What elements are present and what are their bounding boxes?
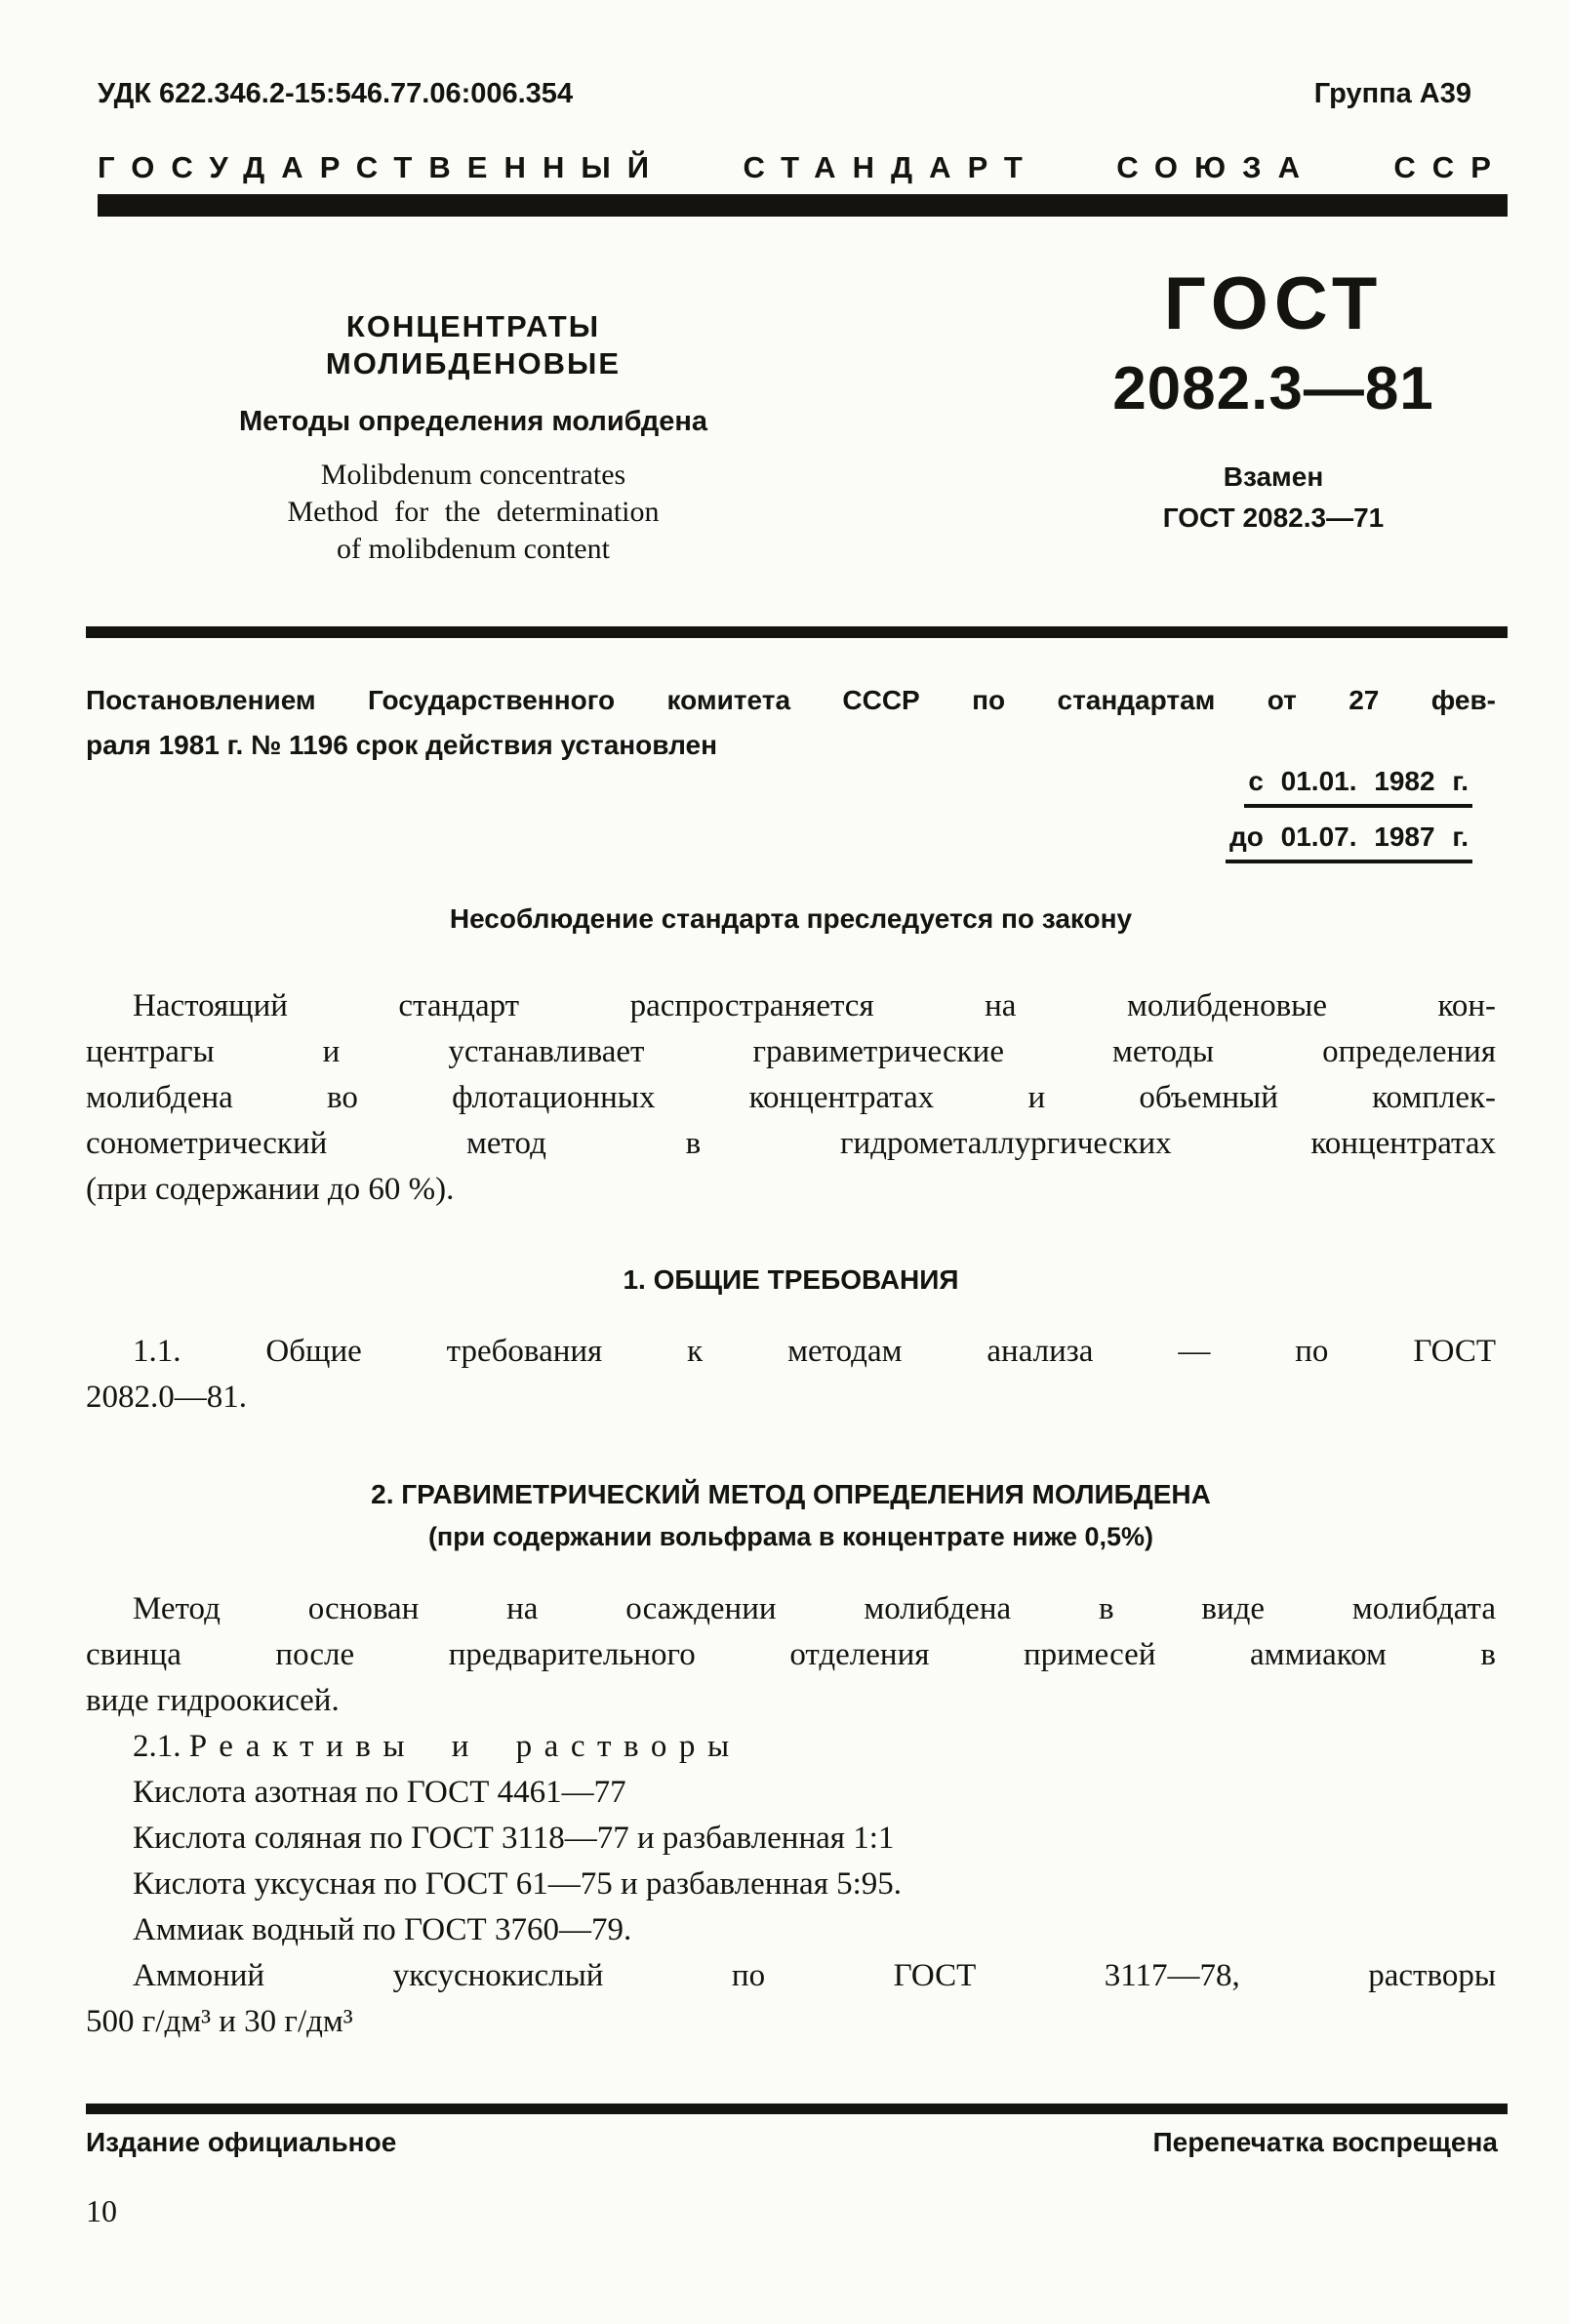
- intro-line: сонометрический метод в гидрометаллургических концентратах: [86, 1126, 1496, 1161]
- udk-code: УДК 622.346.2-15:546.77.06:006.354: [98, 78, 574, 109]
- replaces-label: Взамен: [1223, 461, 1324, 492]
- method-paragraph: [86, 1586, 1496, 2045]
- intro-line: (при содержании до 60 %).: [86, 1172, 455, 1207]
- intro-line: центрагы и устанавливает гравиметрические методы определения: [86, 1034, 1496, 1069]
- title-en-line: Molibdenum concentrates: [320, 459, 626, 491]
- official-edition-label: Издание официальное: [86, 2127, 397, 2157]
- group-code: Группа А39: [1313, 78, 1471, 109]
- reagents-heading-text: Реактивы и растворы: [188, 1729, 742, 1764]
- reagent-line: Кислота соляная по ГОСТ 3118—77 и разбавленная 1:1: [133, 1821, 895, 1856]
- decree-line: раля 1981 г. № 1196 срок действия установлен: [86, 730, 718, 760]
- reagent-line: Кислота уксусная по ГОСТ 61—75 и разбавленная 5:95.: [133, 1866, 903, 1902]
- state-header-word: ССР: [1393, 150, 1508, 184]
- state-standard-header: [98, 150, 1508, 185]
- divider-rule: [86, 626, 1508, 638]
- intro-line: молибдена во флотационных концентратах и объемный комплек-: [86, 1080, 1496, 1115]
- page-number: 10: [86, 2193, 117, 2228]
- section-2-subheading: (при содержании вольфрама в концентрате ниже 0,5%): [427, 1522, 1154, 1551]
- clause-1-1-line: 1.1. Общие требования к методам анализа — по ГОСТ: [133, 1334, 1496, 1369]
- replaces-reference: ГОСТ 2082.3—71: [1162, 502, 1385, 533]
- identification-row: [98, 78, 1471, 110]
- clause-1-1-line: 2082.0—81.: [86, 1380, 247, 1415]
- document-subtitle-ru: Методы определения молибдена: [238, 406, 708, 437]
- intro-line: Настоящий стандарт распространяется на молибденовые кон-: [133, 988, 1496, 1023]
- standard-designation: [1059, 262, 1488, 535]
- section-1-heading: 1. ОБЩИЕ ТРЕБОВАНИЯ: [623, 1264, 959, 1295]
- clause-1-1-paragraph: [86, 1329, 1496, 1421]
- section-2-heading: 2. ГРАВИМЕТРИЧЕСКИЙ МЕТОД ОПРЕДЕЛЕНИЯ МОЛИБДЕНА: [371, 1479, 1211, 1509]
- document-title-ru: КОНЦЕНТРАТЫ МОЛИБДЕНОВЫЕ: [325, 309, 622, 381]
- document-title-en: [200, 457, 746, 568]
- state-header-word: ГОСУДАРСТВЕННЫЙ: [98, 150, 666, 184]
- method-line: свинца после предварительного отделения примесей аммиаком в: [86, 1637, 1496, 1672]
- reprint-prohibited-label: Перепечатка воспрещена: [1152, 2127, 1498, 2157]
- effective-to-date: до 01.07. 1987 г.: [1226, 821, 1472, 863]
- reagent-line: Аммиак водный по ГОСТ 3760—79.: [133, 1912, 632, 1947]
- decree-paragraph: [86, 678, 1496, 768]
- reagent-line: 500 г/дм³ и 30 г/дм³: [86, 2004, 353, 2039]
- title-en-line: of molibdenum content: [337, 533, 610, 565]
- method-line: виде гидроокисей.: [86, 1683, 340, 1718]
- law-notice: Несоблюдение стандарта преследуется по закону: [449, 903, 1133, 934]
- reagent-line: Аммоний уксуснокислый по ГОСТ 3117—78, растворы: [133, 1958, 1496, 1993]
- footer-row: [86, 2127, 1498, 2158]
- gost-word: ГОСТ: [1163, 262, 1384, 345]
- gost-number: 2082.3—81: [1112, 355, 1434, 422]
- state-header-word: СТАНДАРТ: [743, 150, 1039, 184]
- title-block: [200, 308, 746, 568]
- footer-rule: [86, 2104, 1508, 2114]
- effective-from-date: с 01.01. 1982 г.: [1244, 765, 1472, 808]
- reagent-line: Кислота азотная по ГОСТ 4461—77: [133, 1775, 626, 1810]
- reagents-heading: [86, 1724, 1496, 1770]
- intro-paragraph: [86, 983, 1496, 1213]
- method-line: Метод основан на осаждении молибдена в виде молибдата: [133, 1591, 1496, 1626]
- validity-dates: [1226, 765, 1472, 876]
- title-en-line: Method for the determination: [287, 496, 660, 528]
- header-rule: [98, 194, 1508, 217]
- decree-line: Постановлением Государственного комитета СССР по стандартам от 27 фев-: [86, 685, 1496, 715]
- state-header-word: СОЮЗА: [1116, 150, 1317, 184]
- reagents-heading-number: 2.1.: [133, 1729, 181, 1764]
